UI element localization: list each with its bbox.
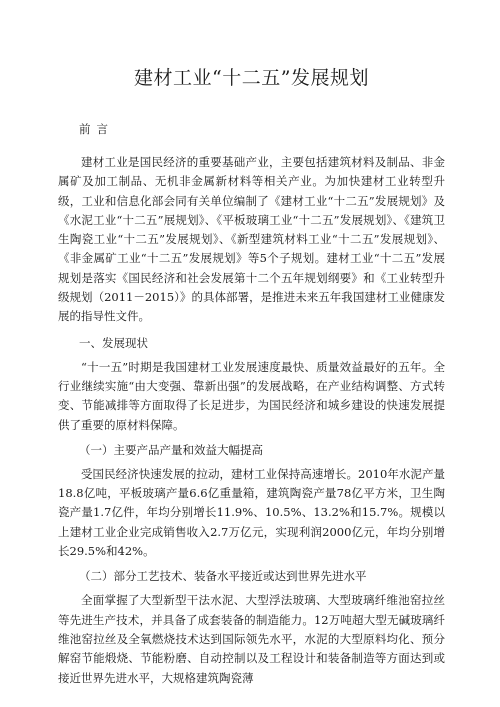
subsection-heading-tech: （二）部分工艺技术、装备水平接近或达到世界先进水平: [79, 569, 367, 584]
output-paragraph: 受国民经济快速发展的拉动，建材工业保持高速增长。2010年水泥产量18.8亿吨，平板玻璃产量6.6亿重量箱，建筑陶瓷产量78亿平方米，卫生陶瓷产量1.7亿件，年均分别增长11.9%、10.5%、13.2%和15.7%。规模以上建材工业企业完成销售收入2.7万亿元，实现利润2000亿元，年均分别增长29.5%和42%。: [58, 466, 445, 559]
status-paragraph: “十一五”时期是我国建材工业发展速度最快、质量效益最好的五年。全行业继续实施“由大变强、靠新出强”的发展战略，在产业结构调整、方式转变、节能减排等方面取得了长足进步，为国民经济和城乡建设的快速发展提供了重要的原材料保障。: [58, 359, 445, 432]
document-title: 建材工业“十二五”发展规划: [134, 67, 369, 89]
subsection-heading-output: （一）主要产品产量和效益大幅提高: [79, 442, 263, 457]
intro-paragraph: 建材工业是国民经济的重要基础产业，主要包括建筑材料及制品、非金属矿及加工制品、无机非金属新材料等相关产业。为加快建材工业转型升级，工业和信息化部会同有关单位编制了《建材工业“十二五”发展规划》及《水泥工业“十二五”展规划》、《平板玻璃工业“十二五”发展规划》、《建筑卫生陶瓷工业“十二五”发展规划》、《新型建筑材料工业“十二五”发展规划》、《非金属矿工业“十二五”发展规划》等5个子规划。建材工业“十二五”发展规划是落实《国民经济和社会发展第十二个五年规划纲要》和《工业转型升级规划（2011－2015）》的具体部署，是推进未来五年我国建材工业健康发展的指导性文件。: [58, 155, 445, 324]
section-heading-status: 一、发展现状: [79, 335, 148, 350]
tech-paragraph: 全面掌握了大型新型干法水泥、大型浮法玻璃、大型玻璃纤维池窑拉丝等先进生产技术，并具备了成套装备的制造能力。12万吨超大型无碱玻璃纤维池窑拉丝及全氧燃烧技术达到国际领先水平，水泥的大型原料均化、预分解窑节能煅烧、节能粉磨、自动控制以及工程设计和装备制造等方面达到或接近世界先进水平，大规格建筑陶瓷薄: [58, 593, 445, 685]
preface-heading: 前言: [79, 122, 114, 136]
